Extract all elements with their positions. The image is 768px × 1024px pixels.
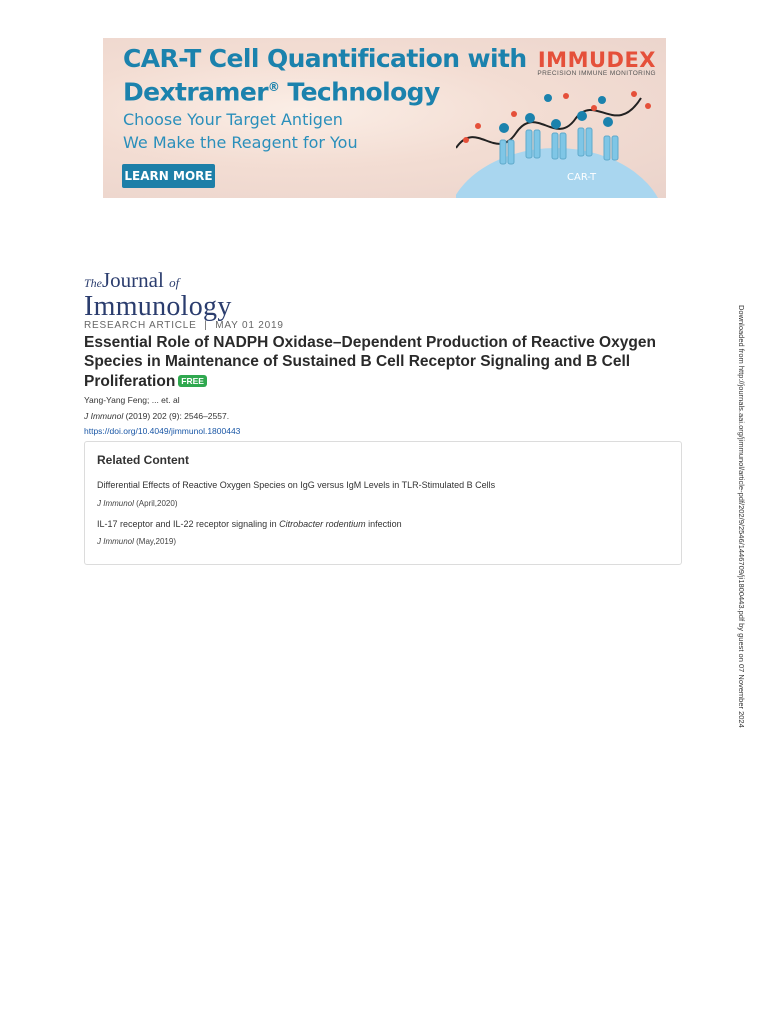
- registered-mark: ®: [267, 80, 280, 94]
- citation-details: (2019) 202 (9): 2546–2557.: [123, 411, 230, 421]
- article-title-text: Essential Role of NADPH Oxidase–Dependent Production of Reactive Oxygen Species in Maintenance of Sustained B Cell Receptor Signaling and B Cell Proliferation: [84, 334, 656, 390]
- doi-link[interactable]: https://doi.org/10.4049/jimmunol.1800443: [84, 426, 241, 436]
- related-content-heading: Related Content: [97, 453, 190, 467]
- related-item-journal: J Immunol: [97, 499, 134, 508]
- car-t-cell-illustration: [456, 78, 666, 198]
- cell-label: CAR-T: [567, 172, 597, 183]
- article-title: [84, 333, 684, 391]
- related-item-date: (April,2020): [133, 499, 178, 508]
- related-item-journal: J Immunol: [97, 537, 134, 546]
- citation-journal: J Immunol: [84, 411, 124, 421]
- journal-logo[interactable]: [84, 270, 232, 321]
- article-meta: [84, 320, 284, 331]
- related-content-box: [84, 441, 682, 565]
- logo-journal: Journal: [102, 268, 164, 292]
- article-type: RESEARCH ARTICLE: [84, 320, 197, 331]
- brand-tagline: PRECISION IMMUNE MONITORING: [537, 70, 656, 77]
- related-title-part: IL-17 receptor and IL-22 receptor signaling in: [97, 519, 280, 529]
- logo-the: The: [84, 276, 102, 290]
- logo-of: of: [169, 275, 180, 290]
- free-badge: FREE: [178, 375, 207, 387]
- immudex-logo: [537, 48, 656, 77]
- advertisement-banner[interactable]: [103, 38, 666, 198]
- logo-top-line: [84, 270, 232, 293]
- ad-sub-line2: We Make the Reagent for You: [123, 133, 358, 152]
- related-item-date: (May,2019): [133, 537, 176, 546]
- related-item-title[interactable]: Differential Effects of Reactive Oxygen Species on IgG versus IgM Levels in TLR-Stimulated B Cells: [97, 480, 496, 490]
- ad-headline-dextramer: Dextramer: [123, 77, 268, 107]
- ad-sub-line1: Choose Your Target Antigen: [123, 110, 343, 129]
- related-item-meta: [97, 537, 176, 546]
- ad-subheadline: [123, 108, 358, 154]
- ad-headline-technology: Technology: [279, 77, 440, 107]
- ad-headline-line1: CAR-T Cell Quantification with: [123, 44, 527, 73]
- article-date: MAY 01 2019: [215, 320, 284, 331]
- download-note: [736, 305, 746, 728]
- article-citation: [84, 411, 229, 421]
- related-item-title[interactable]: [97, 519, 402, 529]
- meta-separator: |: [204, 320, 208, 331]
- brand-name: IMMUDEX: [537, 48, 656, 72]
- logo-immunology: Immunology: [84, 291, 232, 322]
- learn-more-button[interactable]: LEARN MORE: [122, 164, 215, 188]
- article-authors: Yang-Yang Feng; ... et. al: [84, 395, 180, 405]
- related-title-part: infection: [365, 519, 402, 529]
- related-title-italic: Citrobacter rodentium: [279, 519, 366, 529]
- related-item-meta: [97, 499, 177, 508]
- download-note-text: Downloaded from http://journals.aai.org/jimmunol/article-pdf/202/9/2546/1446709/ji1800443.pdf by guest on 07 November 2024: [737, 305, 746, 728]
